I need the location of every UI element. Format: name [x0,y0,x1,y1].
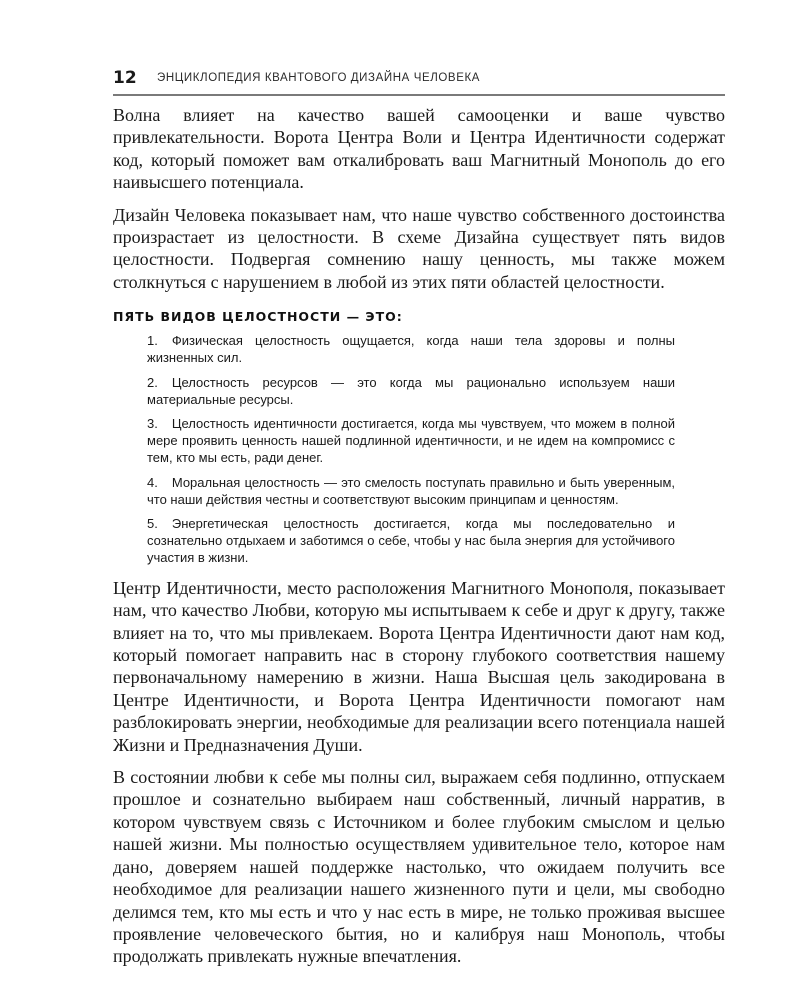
page-number: 12 [113,68,137,88]
list-item-text: Физическая целостность ощущается, когда наши тела здоровы и полны жизненных сил. [147,333,675,366]
list-item-number: 4. [147,474,158,490]
list-item [147,416,675,466]
list-item [147,516,675,566]
paragraph-3: Центр Идентичности, место расположения Магнитного Монополя, показывает нам, что качество Любви, которую мы испытываем к себе и друг к другу, также влияет на то, что мы привлекаем. Ворота Центра Идентичности дают нам код, который помогает направить нас в сторону глубокого соответствия нашему первоначальному намерению в жизни. Наша Высшая цель закодирована в Центре Идентичности, и Ворота Центра Идентичности помогают нам разблокировать энергии, необходимые для реализации всего потенциала нашей Жизни и Предназначения Души. [113,577,725,755]
list-item [147,375,675,409]
list-item-number: 3. [147,416,158,432]
paragraph-4: В состоянии любви к себе мы полны сил, выражаем себя подлинно, отпускаем прошлое и сознательно выбираем наш собственный, личный нарратив, в котором чувствуем связь с Источником и более глубоким смыслом и целью нашей жизни. Мы полностью осуществляем удивительное тело, которое нам дано, доверяем нашей поддержке настолько, что ожидаем получить все необходимое для реализации нашего жизненного пути и цели, мы свободно делимся тем, кто мы есть и что у нас есть в мире, не только проживая высшее проявление человеческого бытия, но и калибруя наш Монополь, чтобы продолжать привлекать нужные впечатления. [113,767,725,967]
list-item [147,333,675,367]
list-item-text: Целостность ресурсов — это когда мы рационально используем наши материальные ресурсы. [147,374,675,407]
integrity-list [113,333,725,567]
list-item-text: Энергетическая целостность достигается, когда мы последовательно и сознательно отдыхаем и заботимся о себе, чтобы у нас была энергия для устойчивого участия в жизни. [147,516,675,566]
running-title: ЭНЦИКЛОПЕДИЯ КВАНТОВОГО ДИЗАЙНА ЧЕЛОВЕКА [157,72,481,84]
paragraph-1: Волна влияет на качество вашей самооценки и ваше чувство привлекательности. Ворота Центра Воли и Центра Идентичности содержат код, который поможет вам откалибровать ваш Магнитный Монополь до его наивысшего потенциала. [113,105,725,193]
section-heading: ПЯТЬ ВИДОВ ЦЕЛОСТНОСТИ — ЭТО: [113,309,403,325]
list-item-text: Целостность идентичности достигается, когда мы чувствуем, что можем в полной мере проявить ценность нашей подлинной идентичности, и не идем на компромисс с тем, кто мы есть, ради денег. [147,416,675,466]
page-header [113,68,725,96]
page-content [113,104,725,978]
list-item-number: 1. [147,333,158,349]
list-item [147,475,675,509]
paragraph-2: Дизайн Человека показывает нам, что наше чувство собственного достоинства произрастает из целостности. В схеме Дизайна существует пять видов целостности. Подвергая сомнению нашу ценность, мы также можем столкнуться с нарушением в любой из этих пяти областей целостности. [113,204,725,292]
list-item-number: 5. [147,516,158,532]
list-item-number: 2. [147,374,158,390]
list-item-text: Моральная целостность — это смелость поступать правильно и быть уверенным, что наши действия честны и соответствуют высоким принципам и ценностям. [147,474,675,507]
